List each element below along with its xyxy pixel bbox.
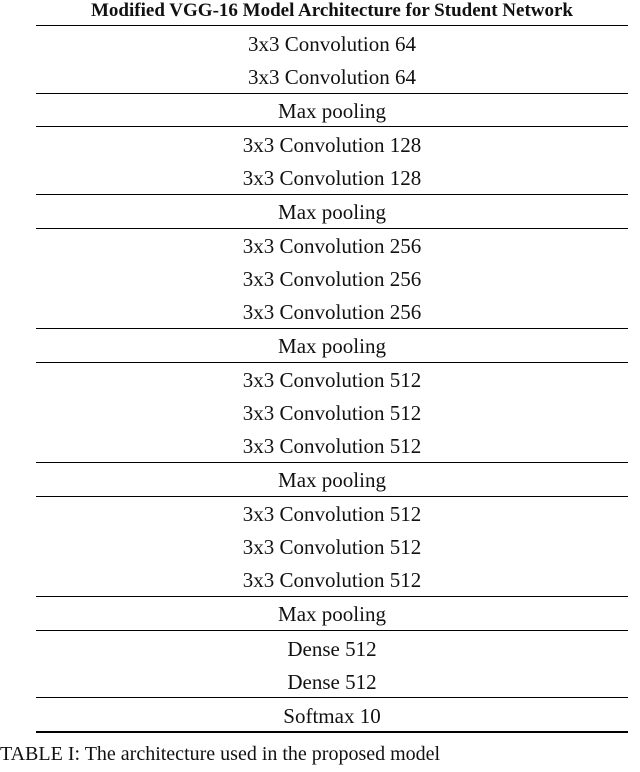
table-bottom-rule bbox=[36, 731, 628, 733]
table-row: Max pooling bbox=[278, 602, 386, 626]
table-row: 3x3 Convolution 64 bbox=[247, 32, 416, 56]
table-row: 3x3 Convolution 128 bbox=[242, 166, 422, 190]
table-rule bbox=[36, 596, 628, 597]
table-row: Dense 512 bbox=[287, 670, 377, 694]
table-row: 3x3 Convolution 512 bbox=[242, 401, 422, 425]
table-rule bbox=[36, 25, 628, 26]
table-row: Dense 512 bbox=[287, 637, 377, 661]
table-caption: TABLE I: The architecture used in the proposed model bbox=[0, 743, 441, 765]
table-rule bbox=[36, 328, 628, 329]
table-rule bbox=[36, 630, 628, 631]
table-rule bbox=[36, 462, 628, 463]
table-row: Max pooling bbox=[278, 334, 386, 358]
table-rule bbox=[36, 697, 628, 698]
table-row: 3x3 Convolution 64 bbox=[247, 65, 416, 89]
table-row: 3x3 Convolution 512 bbox=[242, 535, 422, 559]
table-row: 3x3 Convolution 512 bbox=[242, 368, 422, 392]
table-row: 3x3 Convolution 256 bbox=[242, 234, 422, 258]
table-row: Softmax 10 bbox=[283, 704, 381, 728]
table-rule bbox=[36, 194, 628, 195]
table-rule bbox=[36, 93, 628, 94]
table-row: 3x3 Convolution 512 bbox=[242, 568, 422, 592]
table-row: 3x3 Convolution 128 bbox=[242, 133, 422, 157]
table-row: 3x3 Convolution 512 bbox=[242, 434, 422, 458]
table-row: 3x3 Convolution 256 bbox=[242, 267, 422, 291]
table-row: Max pooling bbox=[278, 99, 386, 123]
table-row: 3x3 Convolution 512 bbox=[242, 502, 422, 526]
table-rule bbox=[36, 496, 628, 497]
table-rule bbox=[36, 362, 628, 363]
table-header: Modified VGG-16 Model Architecture for Student Network bbox=[91, 0, 573, 21]
table-row: Max pooling bbox=[278, 200, 386, 224]
table-row: Max pooling bbox=[278, 468, 386, 492]
table-row: 3x3 Convolution 256 bbox=[242, 300, 422, 324]
table-rule bbox=[36, 126, 628, 127]
table-rule bbox=[36, 228, 628, 229]
